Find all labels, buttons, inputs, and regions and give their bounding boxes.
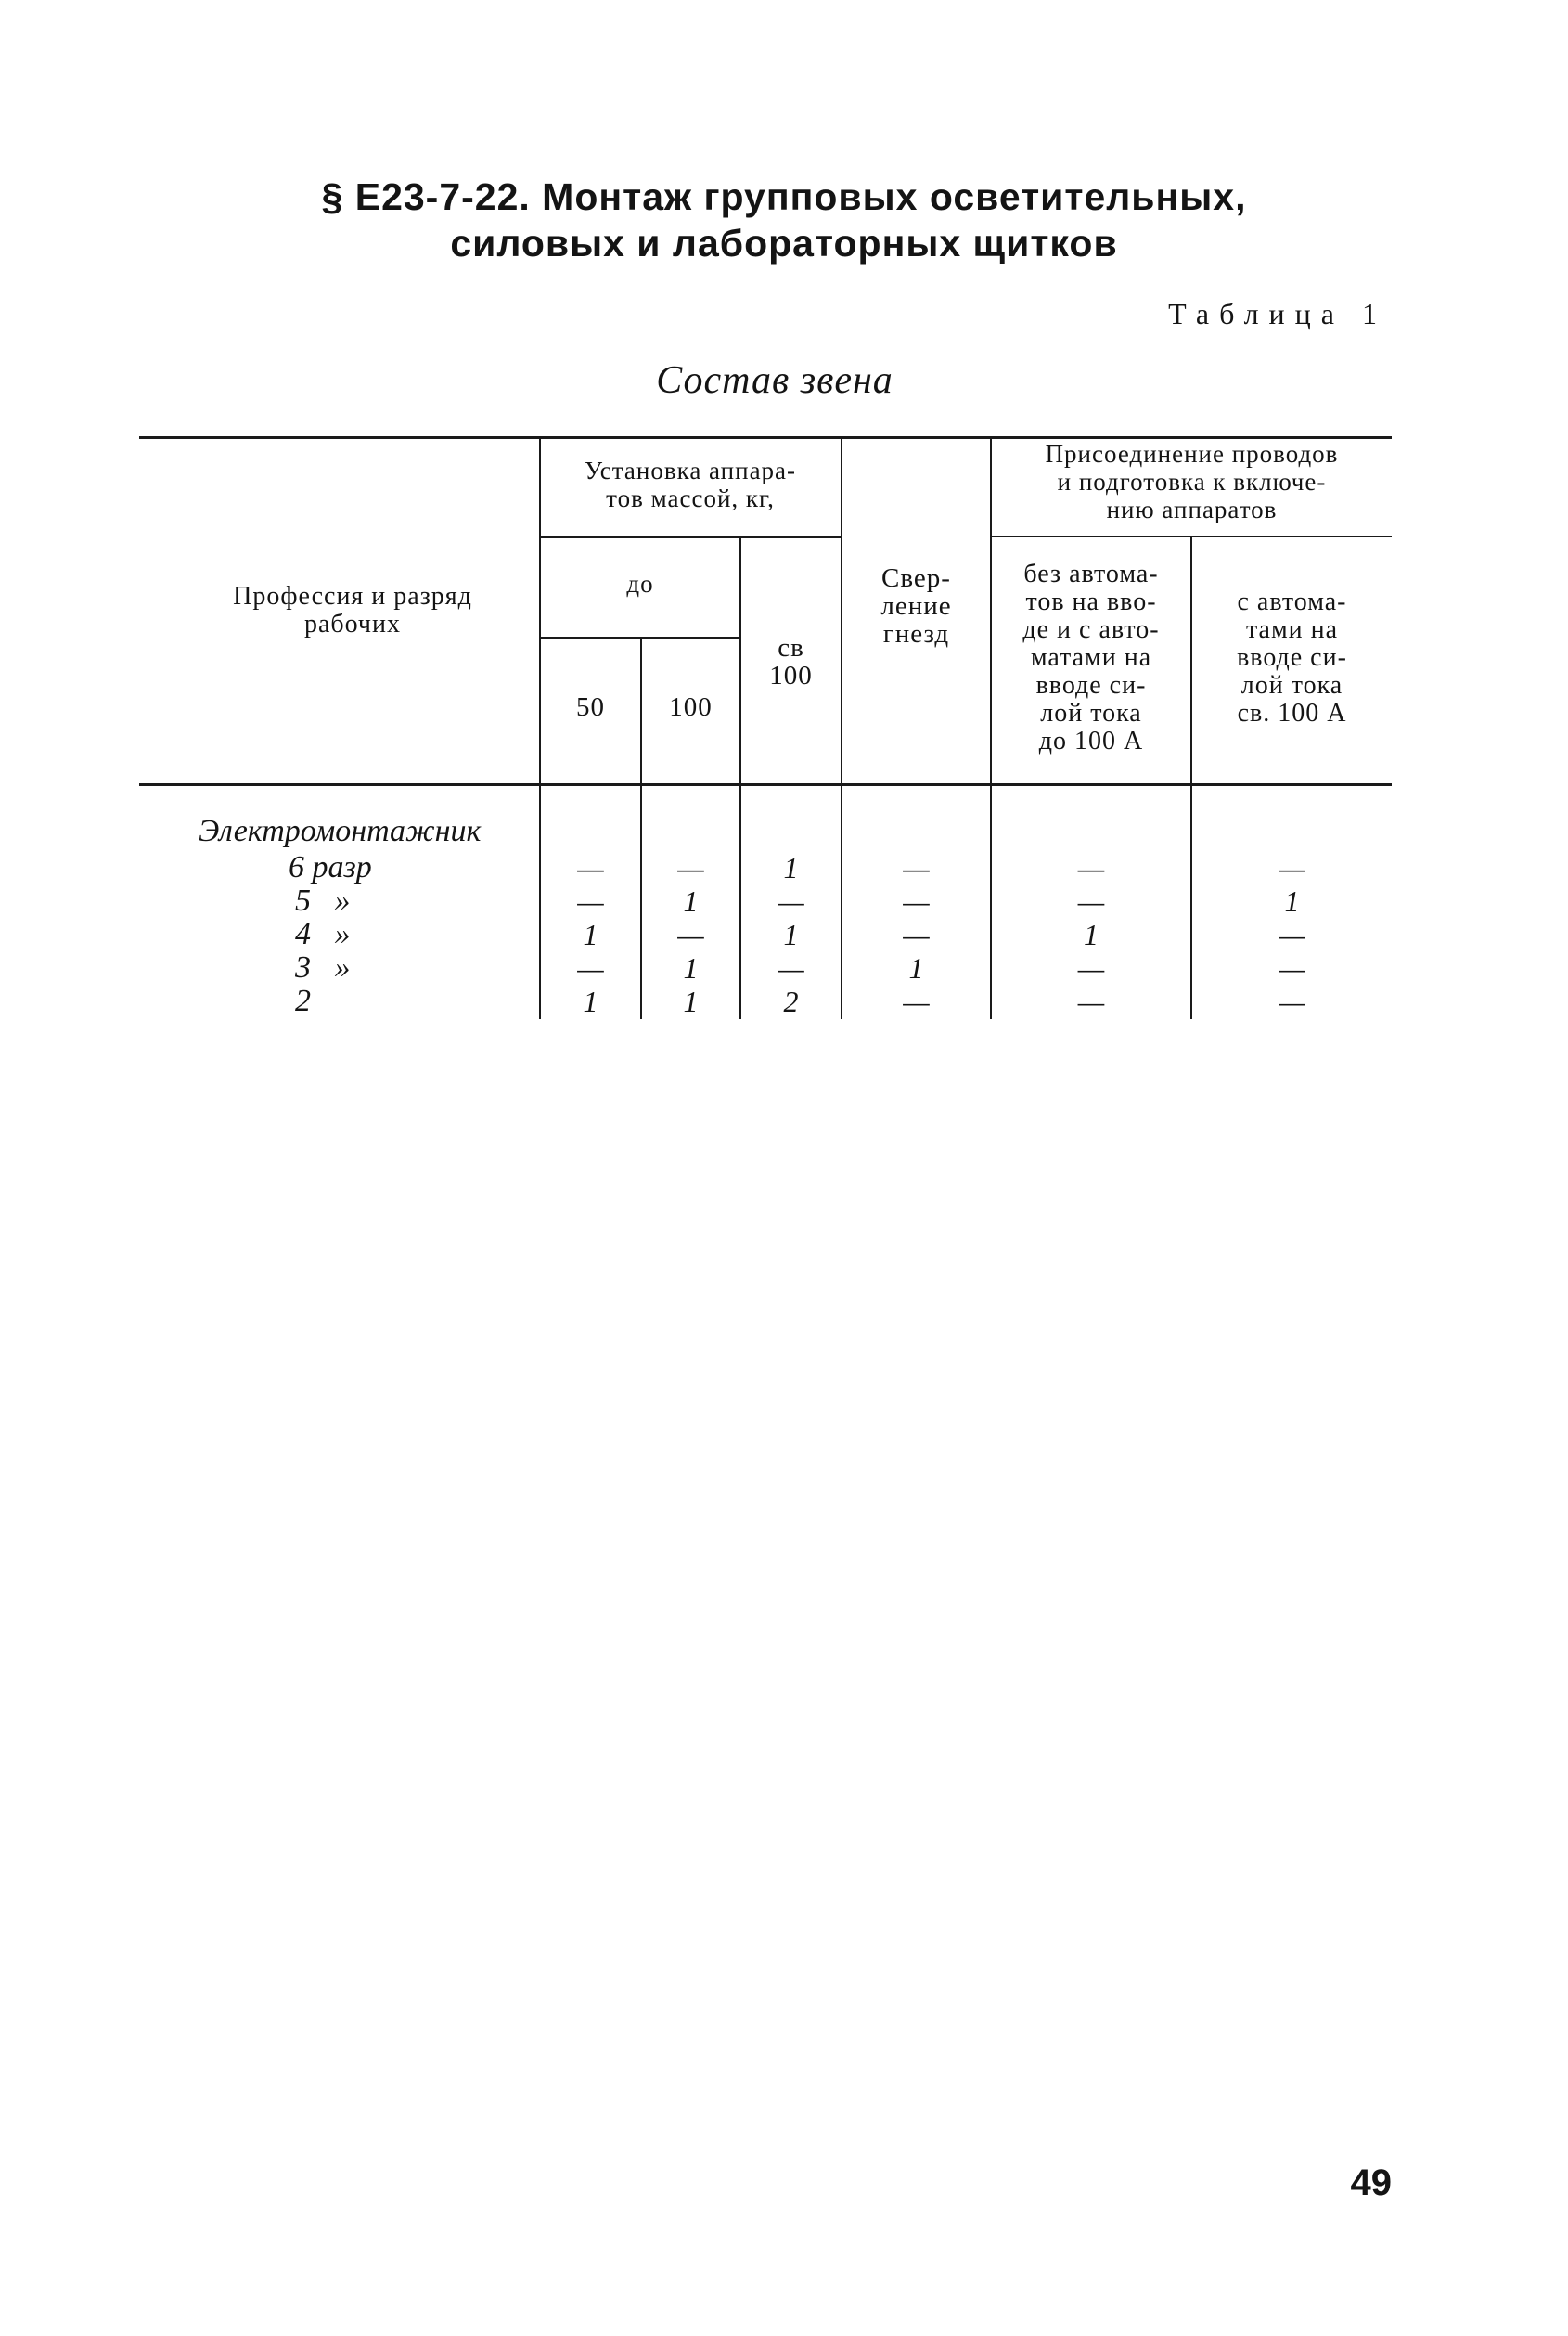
header-installation: Установка аппара- тов массой, кг, bbox=[584, 457, 797, 512]
cell-with-auto: — bbox=[1279, 985, 1305, 1018]
cell-over-100: 2 bbox=[783, 985, 799, 1018]
cell-upto-50: 1 bbox=[583, 985, 598, 1018]
cell-with-auto: — bbox=[1279, 918, 1305, 951]
cell-upto-50: — bbox=[577, 884, 604, 918]
grade-label: 3 » bbox=[295, 950, 351, 985]
cell-drilling: — bbox=[903, 851, 930, 884]
cell-over-100: — bbox=[778, 884, 804, 918]
section-title-line-1: § Е23-7-22. Монтаж групповых осветительных, bbox=[321, 175, 1247, 218]
grade-label: 5 » bbox=[295, 884, 351, 918]
table-label: Таблица 1 bbox=[1168, 297, 1387, 330]
page-number: 49 bbox=[1350, 2162, 1392, 2203]
cell-without-auto: — bbox=[1077, 884, 1105, 918]
header-connection: Присоединение проводов и подготовка к включе- нию аппаратов bbox=[1045, 440, 1339, 523]
cell-upto-100: — bbox=[677, 851, 704, 884]
header-upto: до bbox=[626, 570, 654, 598]
cell-upto-50: — bbox=[577, 951, 604, 985]
cell-over-100: 1 bbox=[783, 918, 799, 951]
header-bottom-rule bbox=[139, 783, 1392, 786]
cell-upto-100: 1 bbox=[683, 985, 699, 1018]
cell-with-auto: 1 bbox=[1284, 884, 1300, 918]
grade-label: 6 разр bbox=[289, 850, 372, 884]
header-with-auto: с автома- тами на вводе си- лой тока св. 100 А bbox=[1237, 587, 1347, 728]
cell-upto-100: 1 bbox=[683, 951, 699, 985]
rule-under-installation bbox=[540, 536, 842, 538]
cell-without-auto: — bbox=[1077, 951, 1105, 985]
section-title-line-2: силовых и лабораторных щитков bbox=[450, 222, 1118, 265]
header-over-100: св 100 bbox=[769, 633, 813, 690]
cell-with-auto: — bbox=[1279, 851, 1305, 884]
grade-label: 4 » bbox=[295, 917, 351, 951]
cell-drilling: 1 bbox=[908, 951, 924, 985]
cell-upto-100: — bbox=[677, 918, 704, 951]
cell-upto-50: — bbox=[577, 851, 604, 884]
table-subtitle bbox=[0, 358, 1568, 403]
cell-over-100: 1 bbox=[783, 851, 799, 884]
header-without-auto: без автома- тов на вво- де и с авто- матами на вводе си- лой тока до 100 А bbox=[1022, 560, 1160, 755]
profession-name: Электромонтажник bbox=[199, 814, 482, 848]
header-upto-100: 100 bbox=[669, 692, 713, 722]
grade-label: 2 bbox=[295, 984, 311, 1018]
header-profession: Профессия и разряд рабочих bbox=[233, 582, 472, 639]
header-drilling: Свер- ление гнезд bbox=[880, 563, 952, 649]
table-top-rule bbox=[139, 436, 1392, 439]
cell-without-auto: — bbox=[1077, 851, 1105, 884]
cell-with-auto: — bbox=[1279, 951, 1305, 985]
cell-over-100: — bbox=[778, 951, 804, 985]
table-subtitle-text: Состав звена bbox=[656, 359, 893, 402]
cell-without-auto: 1 bbox=[1084, 918, 1099, 951]
cell-drilling: — bbox=[903, 918, 930, 951]
cell-without-auto: — bbox=[1077, 985, 1105, 1018]
cell-upto-50: 1 bbox=[583, 918, 598, 951]
cell-drilling: — bbox=[903, 985, 930, 1018]
cell-upto-100: 1 bbox=[683, 884, 699, 918]
cell-drilling: — bbox=[903, 884, 930, 918]
header-upto-50: 50 bbox=[576, 692, 605, 722]
